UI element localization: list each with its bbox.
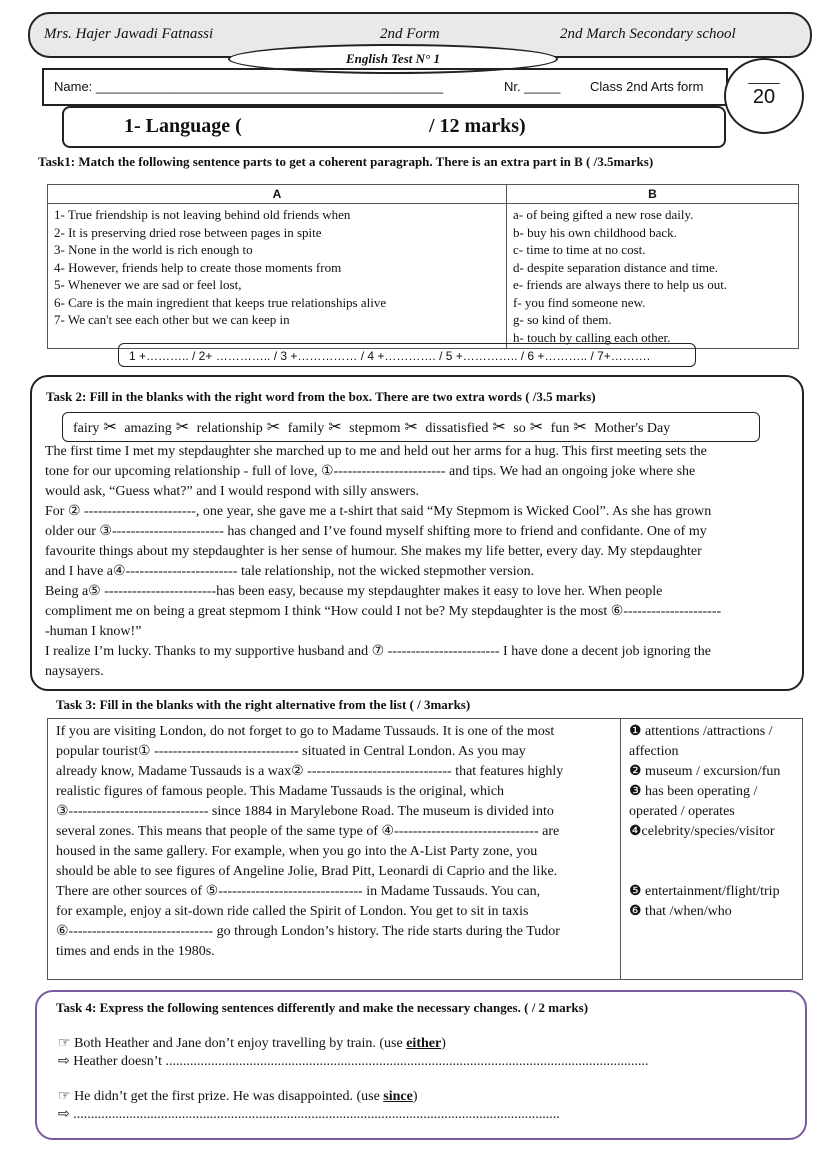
score-total: 20 <box>752 86 776 108</box>
passage-line: naysayers. <box>45 664 104 679</box>
text-line: several zones. This means that people of the same type of ④------------------------------- are <box>56 824 560 839</box>
section-marks: / 12 marks) <box>429 115 526 137</box>
column-b-header: B <box>507 185 799 204</box>
passage-line: older our ③------------------------ has changed and I’ve found myself shifting more to friend and confidante. One of my <box>45 524 707 539</box>
sentence-end: ) <box>412 1089 418 1104</box>
b-item: c- time to time at no cost. <box>513 242 646 257</box>
scissors-icon: ✂ <box>175 419 190 436</box>
student-info-bar <box>42 68 728 106</box>
keyword: either <box>406 1036 442 1051</box>
text-line: If you are visiting London, do not forget to go to Madame Tussauds. It is one of the most <box>56 724 555 739</box>
text-line: ③------------------------------ since 1884 in Marylebone Road. The museum is divided into <box>56 804 554 819</box>
b-item: e- friends are always there to help us out. <box>513 277 728 292</box>
passage-line: For ② ------------------------, one year, she gave me a t-shirt that said “My Stepmom is Wicked Cool”. As she has grown <box>45 504 712 519</box>
option-line: ❸ has been operating / <box>629 784 758 799</box>
task4-sentence-1 <box>58 1035 446 1052</box>
a-item: 4- However, friends help to create those moments from <box>54 259 342 275</box>
word-box <box>62 412 760 442</box>
task4-title: Task 4: Express the following sentences differently and make the necessary changes. ( / 2 marks) <box>56 1000 589 1015</box>
option-line: ❹celebrity/species/visitor <box>629 824 775 839</box>
b-item: a- of being gifted a new rose daily. <box>513 207 694 222</box>
matching-table <box>47 184 799 349</box>
score-circle <box>724 58 804 134</box>
keyword: since <box>383 1089 413 1104</box>
option-line: ❷ museum / excursion/fun <box>629 764 781 779</box>
scissors-icon: ✂ <box>266 419 281 436</box>
passage-line: I realize I’m lucky. Thanks to my supportive husband and ⑦ ------------------------ I have done a decent job ignoring the <box>45 644 712 659</box>
passage-line: favourite things about my stepdaughter is her sense of humour. She makes my life better, every day. My stepdaughter <box>45 544 702 559</box>
word: so <box>513 421 526 436</box>
option-line: operated / operates <box>629 804 735 819</box>
task4-answer-1[interactable] <box>58 1053 649 1070</box>
passage-line: compliment me on being a great stepmom I think “How could I not be? My stepdaughter is the most ⑥--------------------- <box>45 604 722 619</box>
b-item: d- despite separation distance and time. <box>513 259 719 275</box>
text-line: There are other sources of ⑤------------------------------- in Madame Tussauds. You can, <box>56 884 541 899</box>
arrow-icon: ⇨ <box>58 1054 74 1069</box>
sentence-text: He didn’t get the first prize. He was disappointed. (use <box>74 1089 384 1104</box>
text-line: ⑥------------------------------- go through London’s history. The ride starts during the Tudor <box>56 924 560 939</box>
school-name: 2nd March Secondary school <box>560 26 736 42</box>
arrow-icon: ⇨ <box>58 1107 74 1122</box>
section-title: 1- Language ( <box>124 115 242 137</box>
task1-answer-box[interactable]: 1 +……….. / 2+ ………….. / 3 +…………… / 4 +…………. / 5 +………….. / 6 +……….. / 7+………. <box>118 343 696 367</box>
a-item: 7- We can't see each other but we can keep in <box>54 312 290 327</box>
sentence-text: Both Heather and Jane don’t enjoy travelling by train. (use <box>74 1036 407 1051</box>
scissors-icon: ✂ <box>492 419 506 436</box>
class-field: Class 2nd Arts form <box>590 79 704 94</box>
form-label: 2nd Form <box>380 26 440 42</box>
a-item: 3- None in the world is rich enough to <box>54 242 253 257</box>
passage-line: and I have a④------------------------ tale relationship, not the wicked stepmother version. <box>45 564 535 579</box>
a-item: 2- It is preserving dried rose between pages in spite <box>54 224 322 240</box>
number-field[interactable]: Nr. _____ <box>504 79 561 94</box>
b-item: f- you find someone new. <box>513 294 646 310</box>
text-line: should be able to see figures of Angeline Jolie, Brad Pitt, Leonardi di Caprio and the like. <box>56 864 558 879</box>
section-language <box>62 106 726 148</box>
answer-line[interactable]: ........................................................................................................................................... <box>73 1107 560 1122</box>
task1-title: Task1: Match the following sentence parts to get a coherent paragraph. There is an extra part in B ( /3.5marks) <box>38 154 654 169</box>
passage-line: tone for our upcoming relationship - full of love, ①------------------------ and tips. We had an ongoing joke where she <box>45 464 696 479</box>
option-line: ❺ entertainment/flight/trip <box>629 884 780 899</box>
teacher-name: Mrs. Hajer Jawadi Fatnassi <box>44 26 214 42</box>
hand-icon: ☞ <box>58 1089 75 1104</box>
word: dissatisfied <box>425 421 489 436</box>
word: fun <box>550 421 570 436</box>
passage-line: would ask, “Guess what?” and I would respond with silly answers. <box>45 484 420 499</box>
test-title: English Test N° 1 <box>228 44 558 74</box>
text-line: realistic figures of famous people. This Madame Tussauds is the original, which <box>56 784 505 799</box>
b-item: g- so kind of them. <box>513 312 612 327</box>
scissors-icon: ✂ <box>103 419 117 436</box>
task4-sentence-2 <box>58 1088 418 1105</box>
passage-line: -human I know!” <box>45 624 142 639</box>
a-item: 6- Care is the main ingredient that keeps true relationships alive <box>54 294 387 310</box>
task3-text <box>48 719 621 980</box>
scissors-icon: ✂ <box>404 419 418 436</box>
text-line: housed in the same gallery. For example, when you go into the A-List Party zone, you <box>56 844 538 859</box>
column-a-header: A <box>48 185 507 204</box>
sentence-end: ) <box>441 1036 446 1051</box>
word: fairy <box>73 421 100 436</box>
passage-line: The first time I met my stepdaughter she marched up to me and held out her arms for a hug. This first meeting sets the <box>45 444 707 459</box>
score-blank[interactable]: ____ <box>748 68 780 84</box>
text-line: times and ends in the 1980s. <box>56 944 215 959</box>
name-field[interactable]: Name: ________________________________________________ <box>54 79 443 94</box>
a-item: 5- Whenever we are sad or feel lost, <box>54 277 242 292</box>
option-line: affection <box>629 744 679 759</box>
word: relationship <box>196 421 263 436</box>
answer-line[interactable]: Heather doesn’t .......................................................................................................................................... <box>73 1054 649 1069</box>
a-item: 1- True friendship is not leaving behind old friends when <box>54 207 351 222</box>
scissors-icon: ✂ <box>328 419 342 436</box>
word: family <box>287 421 325 436</box>
option-line: ❻ that /when/who <box>629 904 732 919</box>
option-spacer <box>629 842 794 882</box>
task3-title: Task 3: Fill in the blanks with the right alternative from the list ( / 3marks) <box>56 697 471 712</box>
task4-answer-2[interactable] <box>58 1106 560 1123</box>
hand-icon: ☞ <box>58 1036 75 1051</box>
word: amazing <box>124 421 172 436</box>
word: stepmom <box>349 421 401 436</box>
word: Mother's Day <box>594 421 671 436</box>
task3-options <box>621 719 803 980</box>
b-item: b- buy his own childhood back. <box>513 224 677 240</box>
scissors-icon: ✂ <box>529 419 544 436</box>
option-line: ❶ attentions /attractions / <box>629 724 773 739</box>
text-line: for example, enjoy a sit-down ride called the Spirit of London. You get to sit in taxis <box>56 904 529 919</box>
text-line: popular tourist① ------------------------------- situated in Central London. As you may <box>56 744 526 759</box>
task2-title: Task 2: Fill in the blanks with the right word from the box. There are two extra words ( /3.5 marks) <box>46 389 596 404</box>
passage-line: Being a⑤ ------------------------has been easy, because my stepdaughter makes it easy to love her. When people <box>45 584 663 599</box>
b-item: h- touch by calling each other. <box>513 329 671 345</box>
text-line: already know, Madame Tussauds is a wax② ------------------------------- that features highly <box>56 764 564 779</box>
task2-passage <box>45 442 797 682</box>
task3-table <box>47 718 803 980</box>
scissors-icon: ✂ <box>573 419 587 436</box>
